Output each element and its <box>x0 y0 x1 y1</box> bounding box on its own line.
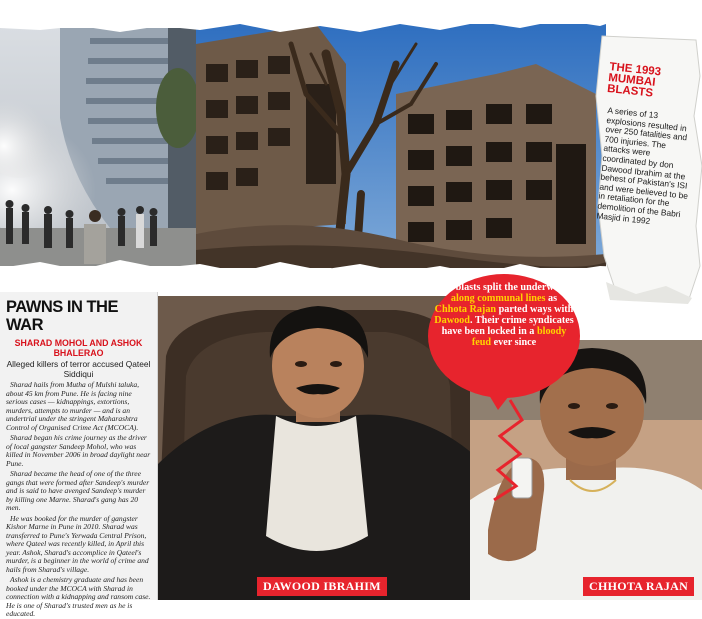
callout-highlight: Chhota Rajan <box>434 304 497 315</box>
sidebar-pawns-in-the-war <box>0 292 158 618</box>
sidebar-headline: PAWNS IN THE WAR <box>6 298 118 334</box>
sidebar-paragraph: Sharad became the head of one of the three gangs that were formed after Sandeep's murder and is said to have avenged Sandeep's murder by killing one Marne. Sharad's gang has 20 men. <box>6 469 150 512</box>
sidebar-paragraph: Sharad hails from Mutha of Mulshi taluka, about 45 km from Pune. He is facing nine serious cases — kidnappings, extortions, murders, attempts to murder — and is an undertrial under the stringent Maharashtra Control of Organised Crime Act (MCOCA). <box>6 380 140 432</box>
sidebar-paragraph: He was booked for the murder of gangster Kishor Marne in Pune in 2010. Sharad was transferred to Pune's Yerwada Central Prison, where Qateel was recently killed, in April this year. Ashok, Sharad's accomplice in Qateel's murder, is a beginner in the world of crime and hails from Sharad's village. <box>6 513 149 574</box>
callout-text-part: parted ways with <box>496 304 574 315</box>
callout-bubble <box>426 272 582 410</box>
sidebar-subhead: Alleged killers of terror accused Qateel Siddiqui <box>6 359 151 379</box>
callout-text <box>434 282 574 348</box>
callout-text-part: . Their crime syndicates have been locked in a <box>441 315 574 337</box>
caption-dawood-ibrahim: DAWOOD IBRAHIM <box>257 577 387 596</box>
callout-text-part: as <box>545 293 558 304</box>
photo-building-smoke <box>0 28 196 266</box>
caption-chhota-rajan: CHHOTA RAJAN <box>583 577 694 596</box>
sidebar-names: SHARAD MOHOL AND ASHOK BHALERAO <box>14 338 143 358</box>
callout-highlight: along communal lines <box>450 293 546 304</box>
blast-note-body: A series of 13 explosions resulted in over 250 fatalities and 700 injuries. The attacks were coordinated by don Dawood Ibrahim at the behest of Pakistan's ISI and were believed to be in retaliation for the demolition of the Babri Masjid in 1992 <box>596 105 689 226</box>
blast-note-title: THE 1993 MUMBAI BLASTS <box>606 61 662 100</box>
callout-highlight: Dawood <box>434 315 470 326</box>
phone-cord-pointer <box>470 400 540 500</box>
sidebar-paragraph: Sharad began his crime journey as the driver of local gangster Sandeep Mohol, who was killed in November 2006 in broad daylight near Pune. <box>6 433 151 468</box>
sidebar-paragraph: Ashok is a chemistry graduate and has been booked under the MCOCA with Sharad in connection with a kidnapping and ransom case. He is one of Sharad's trusted men as he is educated. <box>6 575 151 618</box>
callout-text-part: ever since <box>491 337 537 348</box>
callout-highlight: bloody feud <box>471 326 567 348</box>
callout-text-part: The blasts split the underworld <box>436 282 572 293</box>
blast-info-note <box>596 36 702 306</box>
photo-blast-damaged-building <box>196 24 606 268</box>
torn-paper-edge-top <box>0 0 702 40</box>
